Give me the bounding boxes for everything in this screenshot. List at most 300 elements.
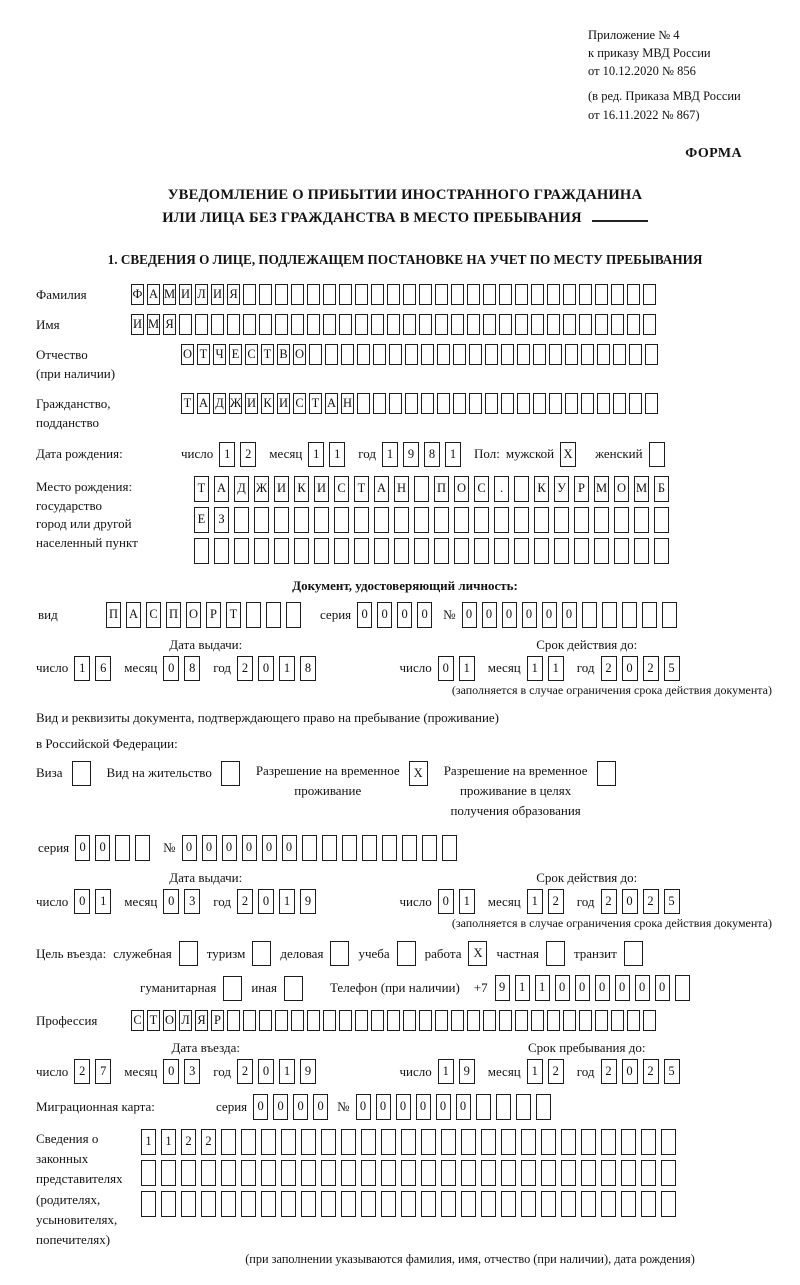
form-cell[interactable] bbox=[561, 1191, 576, 1217]
form-cell[interactable] bbox=[461, 1160, 476, 1186]
form-cell[interactable] bbox=[362, 835, 377, 861]
form-cell[interactable] bbox=[611, 284, 624, 305]
form-cell[interactable] bbox=[261, 1129, 276, 1155]
form-cell[interactable] bbox=[373, 393, 386, 414]
form-cell[interactable] bbox=[643, 1010, 656, 1031]
form-cell[interactable] bbox=[442, 835, 457, 861]
form-cell[interactable] bbox=[341, 1160, 356, 1186]
form-cell[interactable]: Б bbox=[654, 476, 669, 502]
form-cell[interactable] bbox=[483, 284, 496, 305]
form-cell[interactable] bbox=[259, 284, 272, 305]
form-cell[interactable]: О bbox=[181, 344, 194, 365]
form-cell[interactable] bbox=[641, 1129, 656, 1155]
form-cell[interactable] bbox=[565, 344, 578, 365]
form-cell[interactable] bbox=[531, 314, 544, 335]
form-cell[interactable] bbox=[601, 1160, 616, 1186]
form-cell[interactable]: 0 bbox=[622, 1059, 638, 1084]
form-cell[interactable] bbox=[419, 314, 432, 335]
form-cell[interactable] bbox=[334, 507, 349, 533]
form-cell[interactable] bbox=[654, 507, 669, 533]
form-cell[interactable] bbox=[339, 284, 352, 305]
form-cell[interactable]: Я bbox=[195, 1010, 208, 1031]
form-cell[interactable]: 1 bbox=[527, 656, 543, 681]
form-cell[interactable] bbox=[314, 507, 329, 533]
form-cell[interactable]: 0 bbox=[182, 835, 197, 861]
form-cell[interactable] bbox=[72, 761, 91, 786]
form-cell[interactable] bbox=[461, 1129, 476, 1155]
form-cell[interactable] bbox=[594, 538, 609, 564]
form-cell[interactable]: 0 bbox=[622, 656, 638, 681]
form-cell[interactable]: 2 bbox=[240, 442, 256, 467]
form-cell[interactable]: 0 bbox=[615, 975, 630, 1001]
form-cell[interactable]: В bbox=[277, 344, 290, 365]
form-cell[interactable] bbox=[246, 602, 261, 628]
form-cell[interactable] bbox=[634, 538, 649, 564]
form-cell[interactable] bbox=[405, 393, 418, 414]
form-cell[interactable]: 1 bbox=[535, 975, 550, 1001]
form-cell[interactable] bbox=[549, 393, 562, 414]
form-cell[interactable] bbox=[161, 1160, 176, 1186]
form-cell[interactable]: П bbox=[166, 602, 181, 628]
form-cell[interactable] bbox=[284, 976, 303, 1001]
form-cell[interactable] bbox=[461, 1191, 476, 1217]
form-cell[interactable] bbox=[419, 1010, 432, 1031]
form-cell[interactable]: X bbox=[468, 941, 487, 966]
form-cell[interactable]: 0 bbox=[456, 1094, 471, 1120]
form-cell[interactable] bbox=[307, 284, 320, 305]
form-cell[interactable] bbox=[454, 507, 469, 533]
form-cell[interactable] bbox=[179, 314, 192, 335]
form-cell[interactable] bbox=[421, 1191, 436, 1217]
form-cell[interactable] bbox=[541, 1129, 556, 1155]
form-cell[interactable] bbox=[501, 1191, 516, 1217]
form-cell[interactable] bbox=[561, 1129, 576, 1155]
form-cell[interactable] bbox=[243, 1010, 256, 1031]
form-cell[interactable] bbox=[389, 393, 402, 414]
form-cell[interactable] bbox=[614, 538, 629, 564]
form-cell[interactable] bbox=[597, 344, 610, 365]
form-cell[interactable] bbox=[481, 1191, 496, 1217]
form-cell[interactable] bbox=[579, 1010, 592, 1031]
form-cell[interactable]: 1 bbox=[459, 656, 475, 681]
form-cell[interactable]: Р bbox=[211, 1010, 224, 1031]
form-cell[interactable]: 2 bbox=[201, 1129, 216, 1155]
form-cell[interactable] bbox=[496, 1094, 511, 1120]
form-cell[interactable] bbox=[514, 476, 529, 502]
form-cell[interactable] bbox=[634, 507, 649, 533]
form-cell[interactable]: Е bbox=[194, 507, 209, 533]
form-cell[interactable] bbox=[330, 941, 349, 966]
form-cell[interactable] bbox=[581, 1129, 596, 1155]
form-cell[interactable]: 0 bbox=[74, 889, 90, 914]
form-cell[interactable]: 1 bbox=[438, 1059, 454, 1084]
form-cell[interactable]: 6 bbox=[95, 656, 111, 681]
form-cell[interactable] bbox=[469, 393, 482, 414]
form-cell[interactable] bbox=[201, 1160, 216, 1186]
form-cell[interactable] bbox=[241, 1160, 256, 1186]
form-cell[interactable] bbox=[323, 284, 336, 305]
form-cell[interactable] bbox=[622, 602, 637, 628]
form-cell[interactable]: Л bbox=[179, 1010, 192, 1031]
form-cell[interactable] bbox=[421, 1129, 436, 1155]
form-cell[interactable]: 0 bbox=[562, 602, 577, 628]
form-cell[interactable] bbox=[355, 1010, 368, 1031]
form-cell[interactable]: И bbox=[274, 476, 289, 502]
form-cell[interactable] bbox=[467, 284, 480, 305]
form-cell[interactable]: И bbox=[131, 314, 144, 335]
form-cell[interactable] bbox=[194, 538, 209, 564]
form-cell[interactable]: И bbox=[277, 393, 290, 414]
form-cell[interactable] bbox=[453, 393, 466, 414]
form-cell[interactable] bbox=[371, 314, 384, 335]
form-cell[interactable] bbox=[355, 314, 368, 335]
form-cell[interactable] bbox=[641, 1191, 656, 1217]
form-cell[interactable] bbox=[221, 761, 240, 786]
form-cell[interactable] bbox=[565, 393, 578, 414]
form-cell[interactable] bbox=[621, 1191, 636, 1217]
form-cell[interactable] bbox=[361, 1129, 376, 1155]
form-cell[interactable] bbox=[499, 314, 512, 335]
form-cell[interactable] bbox=[291, 284, 304, 305]
form-cell[interactable] bbox=[274, 507, 289, 533]
form-cell[interactable]: 1 bbox=[279, 656, 295, 681]
form-cell[interactable] bbox=[201, 1191, 216, 1217]
form-cell[interactable]: С bbox=[334, 476, 349, 502]
form-cell[interactable] bbox=[321, 1160, 336, 1186]
form-cell[interactable] bbox=[581, 344, 594, 365]
form-cell[interactable] bbox=[389, 344, 402, 365]
form-cell[interactable] bbox=[161, 1191, 176, 1217]
form-cell[interactable] bbox=[234, 538, 249, 564]
form-cell[interactable] bbox=[381, 1129, 396, 1155]
form-cell[interactable]: Т bbox=[354, 476, 369, 502]
form-cell[interactable] bbox=[574, 507, 589, 533]
form-cell[interactable] bbox=[401, 1191, 416, 1217]
form-cell[interactable] bbox=[661, 1160, 676, 1186]
form-cell[interactable]: 0 bbox=[222, 835, 237, 861]
form-cell[interactable]: А bbox=[325, 393, 338, 414]
form-cell[interactable] bbox=[339, 314, 352, 335]
form-cell[interactable]: 0 bbox=[163, 656, 179, 681]
form-cell[interactable]: 1 bbox=[445, 442, 461, 467]
form-cell[interactable] bbox=[499, 1010, 512, 1031]
form-cell[interactable] bbox=[483, 1010, 496, 1031]
form-cell[interactable]: О bbox=[163, 1010, 176, 1031]
form-cell[interactable]: X bbox=[409, 761, 428, 786]
form-cell[interactable]: 1 bbox=[279, 889, 295, 914]
form-cell[interactable] bbox=[314, 538, 329, 564]
form-cell[interactable] bbox=[342, 835, 357, 861]
form-cell[interactable]: А bbox=[374, 476, 389, 502]
form-cell[interactable]: 0 bbox=[522, 602, 537, 628]
form-cell[interactable] bbox=[403, 284, 416, 305]
form-cell[interactable] bbox=[291, 1010, 304, 1031]
form-cell[interactable]: 8 bbox=[424, 442, 440, 467]
form-cell[interactable]: 1 bbox=[219, 442, 235, 467]
form-cell[interactable] bbox=[135, 835, 150, 861]
form-cell[interactable] bbox=[627, 1010, 640, 1031]
form-cell[interactable]: 0 bbox=[575, 975, 590, 1001]
form-cell[interactable]: 1 bbox=[95, 889, 111, 914]
form-cell[interactable] bbox=[435, 1010, 448, 1031]
form-cell[interactable] bbox=[476, 1094, 491, 1120]
form-cell[interactable]: 2 bbox=[181, 1129, 196, 1155]
form-cell[interactable]: 9 bbox=[495, 975, 510, 1001]
form-cell[interactable] bbox=[371, 284, 384, 305]
form-cell[interactable] bbox=[381, 1160, 396, 1186]
form-cell[interactable]: 8 bbox=[184, 656, 200, 681]
form-cell[interactable] bbox=[387, 1010, 400, 1031]
form-cell[interactable]: Ч bbox=[213, 344, 226, 365]
form-cell[interactable] bbox=[321, 1191, 336, 1217]
form-cell[interactable] bbox=[521, 1191, 536, 1217]
form-cell[interactable] bbox=[339, 1010, 352, 1031]
form-cell[interactable] bbox=[221, 1160, 236, 1186]
form-cell[interactable] bbox=[281, 1160, 296, 1186]
form-cell[interactable]: 0 bbox=[75, 835, 90, 861]
form-cell[interactable] bbox=[514, 538, 529, 564]
form-cell[interactable] bbox=[629, 344, 642, 365]
form-cell[interactable]: 0 bbox=[377, 602, 392, 628]
form-cell[interactable] bbox=[602, 602, 617, 628]
form-cell[interactable] bbox=[581, 1191, 596, 1217]
form-cell[interactable]: 0 bbox=[313, 1094, 328, 1120]
form-cell[interactable]: 5 bbox=[664, 889, 680, 914]
form-cell[interactable] bbox=[259, 314, 272, 335]
form-cell[interactable] bbox=[469, 344, 482, 365]
form-cell[interactable]: И bbox=[179, 284, 192, 305]
form-cell[interactable] bbox=[485, 344, 498, 365]
form-cell[interactable] bbox=[614, 507, 629, 533]
form-cell[interactable] bbox=[434, 507, 449, 533]
form-cell[interactable]: Д bbox=[213, 393, 226, 414]
form-cell[interactable]: О bbox=[614, 476, 629, 502]
form-cell[interactable]: 2 bbox=[601, 1059, 617, 1084]
form-cell[interactable] bbox=[474, 538, 489, 564]
form-cell[interactable] bbox=[595, 1010, 608, 1031]
form-cell[interactable]: 0 bbox=[282, 835, 297, 861]
form-cell[interactable] bbox=[563, 284, 576, 305]
form-cell[interactable]: 0 bbox=[482, 602, 497, 628]
form-cell[interactable] bbox=[301, 1160, 316, 1186]
form-cell[interactable] bbox=[403, 1010, 416, 1031]
form-cell[interactable] bbox=[649, 442, 665, 467]
form-cell[interactable]: О bbox=[293, 344, 306, 365]
form-cell[interactable]: А bbox=[126, 602, 141, 628]
form-cell[interactable] bbox=[252, 941, 271, 966]
form-cell[interactable] bbox=[454, 538, 469, 564]
form-cell[interactable] bbox=[563, 1010, 576, 1031]
form-cell[interactable]: 1 bbox=[527, 1059, 543, 1084]
form-cell[interactable] bbox=[357, 393, 370, 414]
form-cell[interactable] bbox=[582, 602, 597, 628]
form-cell[interactable]: 1 bbox=[279, 1059, 295, 1084]
form-cell[interactable] bbox=[241, 1191, 256, 1217]
form-cell[interactable] bbox=[223, 976, 242, 1001]
form-cell[interactable] bbox=[675, 975, 690, 1001]
form-cell[interactable]: С bbox=[131, 1010, 144, 1031]
form-cell[interactable] bbox=[501, 1160, 516, 1186]
form-cell[interactable]: 0 bbox=[462, 602, 477, 628]
form-cell[interactable]: Н bbox=[341, 393, 354, 414]
form-cell[interactable] bbox=[341, 1191, 356, 1217]
form-cell[interactable] bbox=[307, 314, 320, 335]
form-cell[interactable] bbox=[547, 1010, 560, 1031]
form-cell[interactable]: 0 bbox=[95, 835, 110, 861]
form-cell[interactable] bbox=[601, 1129, 616, 1155]
form-cell[interactable]: 0 bbox=[595, 975, 610, 1001]
form-cell[interactable] bbox=[394, 507, 409, 533]
form-cell[interactable]: 0 bbox=[416, 1094, 431, 1120]
form-cell[interactable]: 1 bbox=[515, 975, 530, 1001]
form-cell[interactable] bbox=[325, 344, 338, 365]
form-cell[interactable]: 2 bbox=[643, 1059, 659, 1084]
form-cell[interactable] bbox=[435, 284, 448, 305]
form-cell[interactable]: И bbox=[211, 284, 224, 305]
form-cell[interactable]: 3 bbox=[184, 1059, 200, 1084]
form-cell[interactable]: Я bbox=[163, 314, 176, 335]
form-cell[interactable] bbox=[181, 1191, 196, 1217]
form-cell[interactable] bbox=[261, 1191, 276, 1217]
form-cell[interactable] bbox=[403, 314, 416, 335]
form-cell[interactable]: А bbox=[214, 476, 229, 502]
form-cell[interactable] bbox=[541, 1160, 556, 1186]
form-cell[interactable]: 0 bbox=[356, 1094, 371, 1120]
form-cell[interactable]: 2 bbox=[548, 1059, 564, 1084]
form-cell[interactable] bbox=[341, 344, 354, 365]
form-cell[interactable]: 0 bbox=[502, 602, 517, 628]
form-cell[interactable] bbox=[259, 1010, 272, 1031]
form-cell[interactable] bbox=[294, 507, 309, 533]
form-cell[interactable]: Т bbox=[181, 393, 194, 414]
form-cell[interactable]: С bbox=[474, 476, 489, 502]
form-cell[interactable] bbox=[179, 941, 198, 966]
form-cell[interactable] bbox=[387, 284, 400, 305]
form-cell[interactable]: 2 bbox=[237, 656, 253, 681]
form-cell[interactable] bbox=[499, 284, 512, 305]
form-cell[interactable] bbox=[321, 1129, 336, 1155]
form-cell[interactable] bbox=[627, 314, 640, 335]
form-cell[interactable] bbox=[662, 602, 677, 628]
form-cell[interactable]: И bbox=[314, 476, 329, 502]
form-cell[interactable] bbox=[642, 602, 657, 628]
form-cell[interactable]: 5 bbox=[664, 656, 680, 681]
form-cell[interactable]: А bbox=[147, 284, 160, 305]
form-cell[interactable]: 0 bbox=[258, 889, 274, 914]
form-cell[interactable]: П bbox=[434, 476, 449, 502]
form-cell[interactable] bbox=[481, 1160, 496, 1186]
form-cell[interactable] bbox=[474, 507, 489, 533]
form-cell[interactable]: 0 bbox=[242, 835, 257, 861]
form-cell[interactable]: 2 bbox=[643, 656, 659, 681]
form-cell[interactable]: 2 bbox=[601, 656, 617, 681]
form-cell[interactable]: З bbox=[214, 507, 229, 533]
form-cell[interactable] bbox=[394, 538, 409, 564]
form-cell[interactable]: Т bbox=[197, 344, 210, 365]
form-cell[interactable] bbox=[451, 1010, 464, 1031]
form-cell[interactable]: М bbox=[634, 476, 649, 502]
form-cell[interactable] bbox=[422, 835, 437, 861]
form-cell[interactable] bbox=[515, 314, 528, 335]
form-cell[interactable] bbox=[494, 538, 509, 564]
form-cell[interactable] bbox=[275, 284, 288, 305]
form-cell[interactable] bbox=[382, 835, 397, 861]
form-cell[interactable] bbox=[641, 1160, 656, 1186]
form-cell[interactable] bbox=[234, 507, 249, 533]
form-cell[interactable]: 1 bbox=[459, 889, 475, 914]
form-cell[interactable]: 1 bbox=[548, 656, 564, 681]
form-cell[interactable] bbox=[624, 941, 643, 966]
form-cell[interactable] bbox=[661, 1191, 676, 1217]
form-cell[interactable] bbox=[451, 284, 464, 305]
form-cell[interactable]: 0 bbox=[396, 1094, 411, 1120]
form-cell[interactable]: Ф bbox=[131, 284, 144, 305]
form-cell[interactable] bbox=[643, 314, 656, 335]
form-cell[interactable]: 9 bbox=[403, 442, 419, 467]
form-cell[interactable]: 0 bbox=[258, 1059, 274, 1084]
form-cell[interactable] bbox=[309, 344, 322, 365]
form-cell[interactable]: 1 bbox=[161, 1129, 176, 1155]
form-cell[interactable]: М bbox=[147, 314, 160, 335]
form-cell[interactable]: 0 bbox=[262, 835, 277, 861]
form-cell[interactable] bbox=[453, 344, 466, 365]
form-cell[interactable] bbox=[414, 507, 429, 533]
form-cell[interactable]: М bbox=[163, 284, 176, 305]
form-cell[interactable] bbox=[643, 284, 656, 305]
form-cell[interactable]: 2 bbox=[74, 1059, 90, 1084]
form-cell[interactable]: М bbox=[594, 476, 609, 502]
form-cell[interactable]: 1 bbox=[329, 442, 345, 467]
form-cell[interactable] bbox=[419, 284, 432, 305]
form-cell[interactable] bbox=[481, 1129, 496, 1155]
form-cell[interactable] bbox=[521, 1129, 536, 1155]
form-cell[interactable] bbox=[531, 1010, 544, 1031]
form-cell[interactable] bbox=[434, 538, 449, 564]
form-cell[interactable] bbox=[547, 284, 560, 305]
form-cell[interactable] bbox=[421, 1160, 436, 1186]
form-cell[interactable] bbox=[221, 1191, 236, 1217]
form-cell[interactable]: Ж bbox=[229, 393, 242, 414]
form-cell[interactable] bbox=[531, 284, 544, 305]
form-cell[interactable]: 3 bbox=[184, 889, 200, 914]
form-cell[interactable] bbox=[281, 1129, 296, 1155]
form-cell[interactable]: 0 bbox=[258, 656, 274, 681]
form-cell[interactable] bbox=[274, 538, 289, 564]
form-cell[interactable] bbox=[574, 538, 589, 564]
form-cell[interactable] bbox=[437, 344, 450, 365]
form-cell[interactable]: Д bbox=[234, 476, 249, 502]
form-cell[interactable]: 9 bbox=[300, 1059, 316, 1084]
form-cell[interactable]: 1 bbox=[141, 1129, 156, 1155]
form-cell[interactable] bbox=[546, 941, 565, 966]
form-cell[interactable] bbox=[483, 314, 496, 335]
form-cell[interactable] bbox=[517, 393, 530, 414]
form-cell[interactable] bbox=[533, 393, 546, 414]
form-cell[interactable] bbox=[181, 1160, 196, 1186]
form-cell[interactable] bbox=[613, 393, 626, 414]
form-cell[interactable] bbox=[533, 344, 546, 365]
form-cell[interactable] bbox=[441, 1160, 456, 1186]
form-cell[interactable] bbox=[547, 314, 560, 335]
form-cell[interactable]: 0 bbox=[357, 602, 372, 628]
form-cell[interactable]: 2 bbox=[643, 889, 659, 914]
form-cell[interactable] bbox=[601, 1191, 616, 1217]
form-cell[interactable] bbox=[371, 1010, 384, 1031]
form-cell[interactable] bbox=[645, 393, 658, 414]
form-cell[interactable] bbox=[467, 1010, 480, 1031]
form-cell[interactable]: 0 bbox=[622, 889, 638, 914]
form-cell[interactable]: 0 bbox=[438, 889, 454, 914]
